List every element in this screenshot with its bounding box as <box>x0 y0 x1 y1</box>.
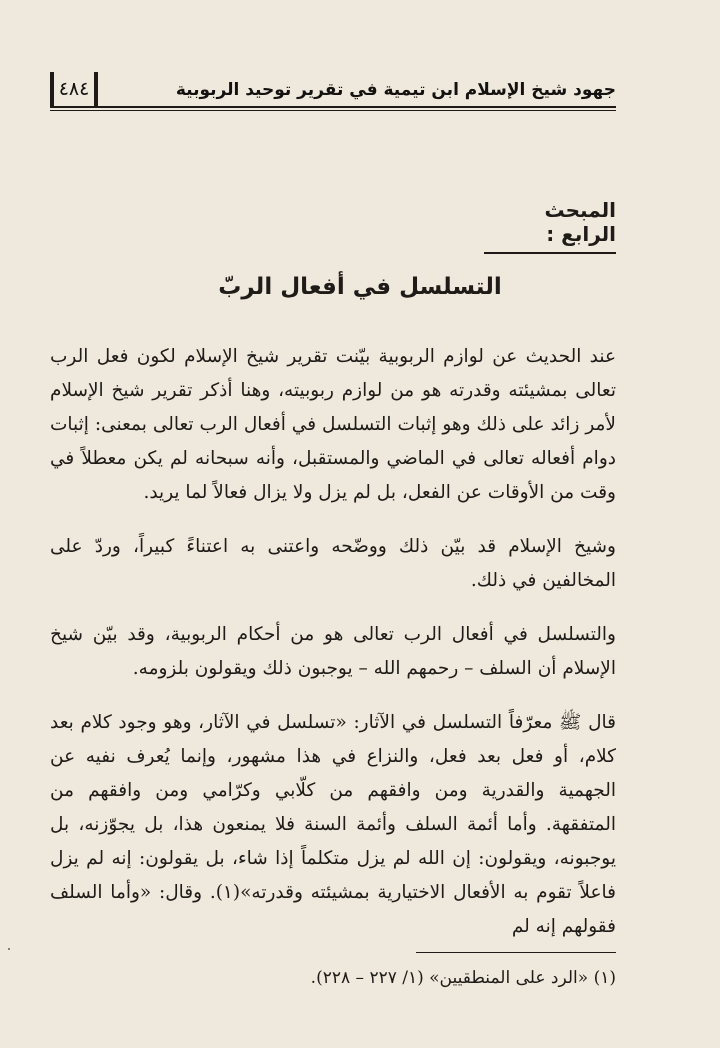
paragraph: وشيخ الإسلام قد بيّن ذلك ووضّحه واعتنى به اعتناءً كبيراً، وردّ على المخالفين في ذلك. <box>50 536 616 591</box>
header-rule-thin <box>50 110 616 111</box>
header-rule <box>50 106 616 108</box>
paragraph: قال ﷺ معرّفاً التسلسل في الآثار: «تسلسل في الآثار، وهو وجود كلام بعد كلام، أو فعل بعد فعل، والنزاع في هذا مشهور، وإنما يُعرف نفيه عن الجهمية والقدرية ومن وافقهم من كلّابي وكرّامي ومن وافقهم من المتفقهة. وأما أئمة السلف وأئمة السنة فلا يمنعون هذا، بل يجوّزنه، بل يوجبونه، ويقولون: إن الله لم يزل متكلماً إذا شاء، بل يقولون: إنه لم يزل فاعلاً تقوم به الأفعال الاختيارية بمشيئته وقدرته»(١). وقال: «وأما السلف فقولهم إنه لم <box>50 712 616 937</box>
footnote: (١) «الرد على المنطقيين» (١/ ٢٢٧ – ٢٢٨). <box>310 968 616 988</box>
margin-mark <box>8 948 10 950</box>
page-number: ٤٨٤ <box>58 78 90 100</box>
section-title: التسلسل في أفعال الربّ <box>218 274 502 300</box>
section-label: المبحث الرابع : <box>484 198 616 254</box>
body-text <box>50 340 616 944</box>
running-header <box>50 72 616 108</box>
paragraph: والتسلسل في أفعال الرب تعالى هو من أحكام الربوبية، وقد بيّن شيخ الإسلام أن السلف – رحمهم الله – يوجبون ذلك ويقولون بلزومه. <box>50 624 616 679</box>
page-number-frame <box>50 72 98 106</box>
footnote-rule <box>416 952 616 953</box>
paragraph: عند الحديث عن لوازم الربوبية بيّنت تقرير شيخ الإسلام لكون فعل الرب تعالى بمشيئته وقدرته هو من لوازم ربوبيته، وهنا أذكر تقرير شيخ الإسلام لأمر زائد على ذلك وهو إثبات التسلسل في أفعال الرب تعالى بمعنى: إثبات دوام أفعاله تعالى في الماضي والمستقبل، وأنه سبحانه لم يكن معطلاً في وقت من الأوقات عن الفعل، بل لم يزل ولا يزال فعالاً لما يريد. <box>50 346 616 503</box>
header-title: جهود شيخ الإسلام ابن تيمية في تقرير توحيد الربوبية <box>175 80 616 100</box>
